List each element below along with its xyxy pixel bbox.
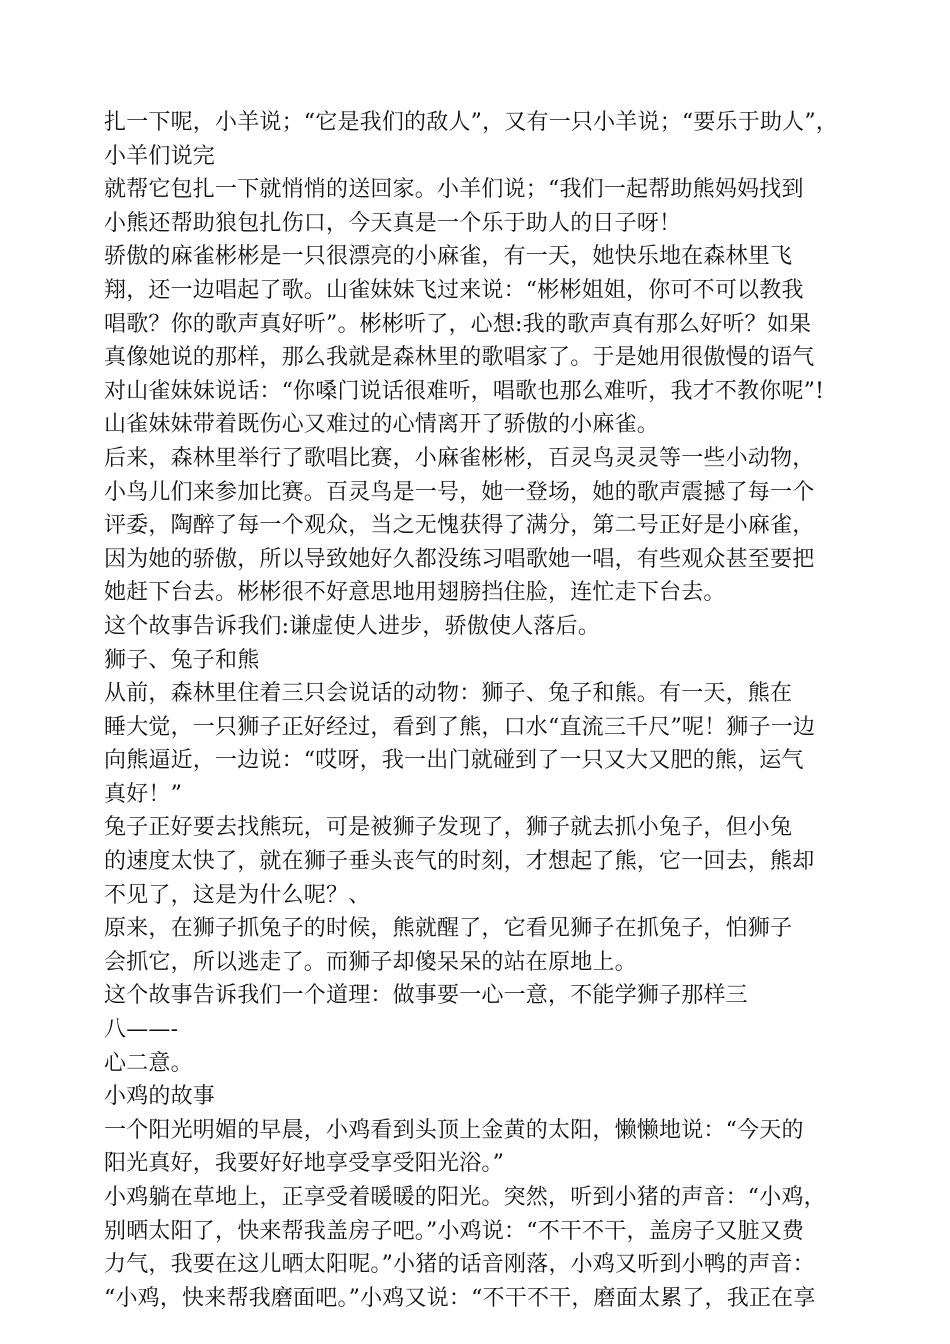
text-line: 从前，森林里住着三只会说话的动物：狮子、兔子和熊。有一天，熊在 xyxy=(104,681,793,707)
text-line: 心二意。 xyxy=(104,1050,193,1076)
text-line: 真像她说的那样，那么我就是森林里的歌唱家了。于是她用很傲慢的语气 xyxy=(104,345,815,371)
text-line: 力气，我要在这儿晒太阳呢。”小猪的话音刚落，小鸡又听到小鸭的声音： xyxy=(104,1252,815,1278)
text-line: 对山雀妹妹说话：“你嗓门说话很难听，唱歌也那么难听，我才不教你呢”! xyxy=(104,378,825,404)
text-line: 唱歌？你的歌声真好听”。彬彬听了，心想:我的歌声真有那么好听？如果 xyxy=(104,311,812,337)
text-line: 这个故事告诉我们:谦虚使人进步，骄傲使人落后。 xyxy=(104,613,601,639)
text-line: “小鸡，快来帮我磨面吧。”小鸡又说：“不干不干，磨面太累了，我正在享 xyxy=(104,1285,816,1311)
text-line: 小鸡躺在草地上，正享受着暖暖的阳光。突然，听到小猪的声音：“小鸡， xyxy=(104,1185,826,1210)
text-line: 别晒太阳了，快来帮我盖房子吧。”小鸡说：“不干不干，盖房子又脏又费 xyxy=(104,1218,805,1244)
text-line: 因为她的骄傲，所以导致她好久都没练习唱歌她一唱，有些观众甚至要把 xyxy=(104,546,815,572)
text-line: 真好！” xyxy=(104,781,183,807)
text-line: 评委，陶醉了每一个观众，当之无愧获得了满分，第二号正好是小麻雀， xyxy=(104,513,815,539)
text-line: 会抓它，所以逃走了。而狮子却傻呆呆的站在原地上。 xyxy=(104,949,637,975)
text-line: 向熊逼近，一边说：“哎呀，我一出门就碰到了一只又大又肥的熊，运气 xyxy=(104,748,804,774)
text-line: 兔子正好要去找熊玩，可是被狮子发现了，狮子就去抓小兔子，但小兔 xyxy=(104,815,793,841)
text-line: 扎一下呢，小羊说；“它是我们的敌人”，又有一只小羊说；“要乐于助人”， xyxy=(104,110,838,135)
text-line: 翔，还一边唱起了歌。山雀妹妹飞过来说：“彬彬姐姐，你可不可以教我 xyxy=(104,277,804,303)
text-line: 不见了，这是为什么呢？、 xyxy=(104,882,371,908)
text-line: 阳光真好，我要好好地享受享受阳光浴。” xyxy=(104,1151,505,1177)
text-line: 狮子、兔子和熊 xyxy=(104,647,260,673)
text-line: 山雀妹妹带着既伤心又难过的心情离开了骄傲的小麻雀。 xyxy=(104,412,660,438)
text-line: 小羊们说完 xyxy=(104,143,216,169)
text-line: 八——- xyxy=(104,1017,179,1043)
text-line: 她赶下台去。彬彬很不好意思地用翅膀挡住脸，连忙走下台去。 xyxy=(104,580,726,606)
text-line: 小鸟儿们来参加比赛。百灵鸟是一号，她一登场，她的歌声震撼了每一个 xyxy=(104,479,815,505)
story-text-block xyxy=(104,106,874,1315)
text-line: 这个故事告诉我们一个道理：做事要一心一意，不能学狮子那样三 xyxy=(104,983,748,1009)
text-line: 后来，森林里举行了歌唱比赛，小麻雀彬彬，百灵鸟灵灵等一些小动物， xyxy=(104,445,815,471)
text-line: 小熊还帮助狼包扎伤口，今天真是一个乐于助人的日子呀！ xyxy=(104,210,682,236)
text-line: 就帮它包扎一下就悄悄的送回家。小羊们说；“我们一起帮助熊妈妈找到 xyxy=(104,177,804,203)
text-line: 的速度太快了，就在狮子垂头丧气的时刻，才想起了熊，它一回去，熊却 xyxy=(104,849,815,875)
text-line: 睡大觉，一只狮子正好经过，看到了熊，口水“直流三千尺”呢！狮子一边 xyxy=(104,714,816,740)
text-line: 骄傲的麻雀彬彬是一只很漂亮的小麻雀，有一天，她快乐地在森林里飞 xyxy=(104,244,793,270)
text-line: 一个阳光明媚的早晨，小鸡看到头顶上金黄的太阳，懒懒地说：“今天的 xyxy=(104,1117,804,1143)
text-line: 原来，在狮子抓兔子的时候，熊就醒了，它看见狮子在抓兔子，怕狮子 xyxy=(104,916,793,942)
text-line: 小鸡的故事 xyxy=(104,1084,216,1110)
